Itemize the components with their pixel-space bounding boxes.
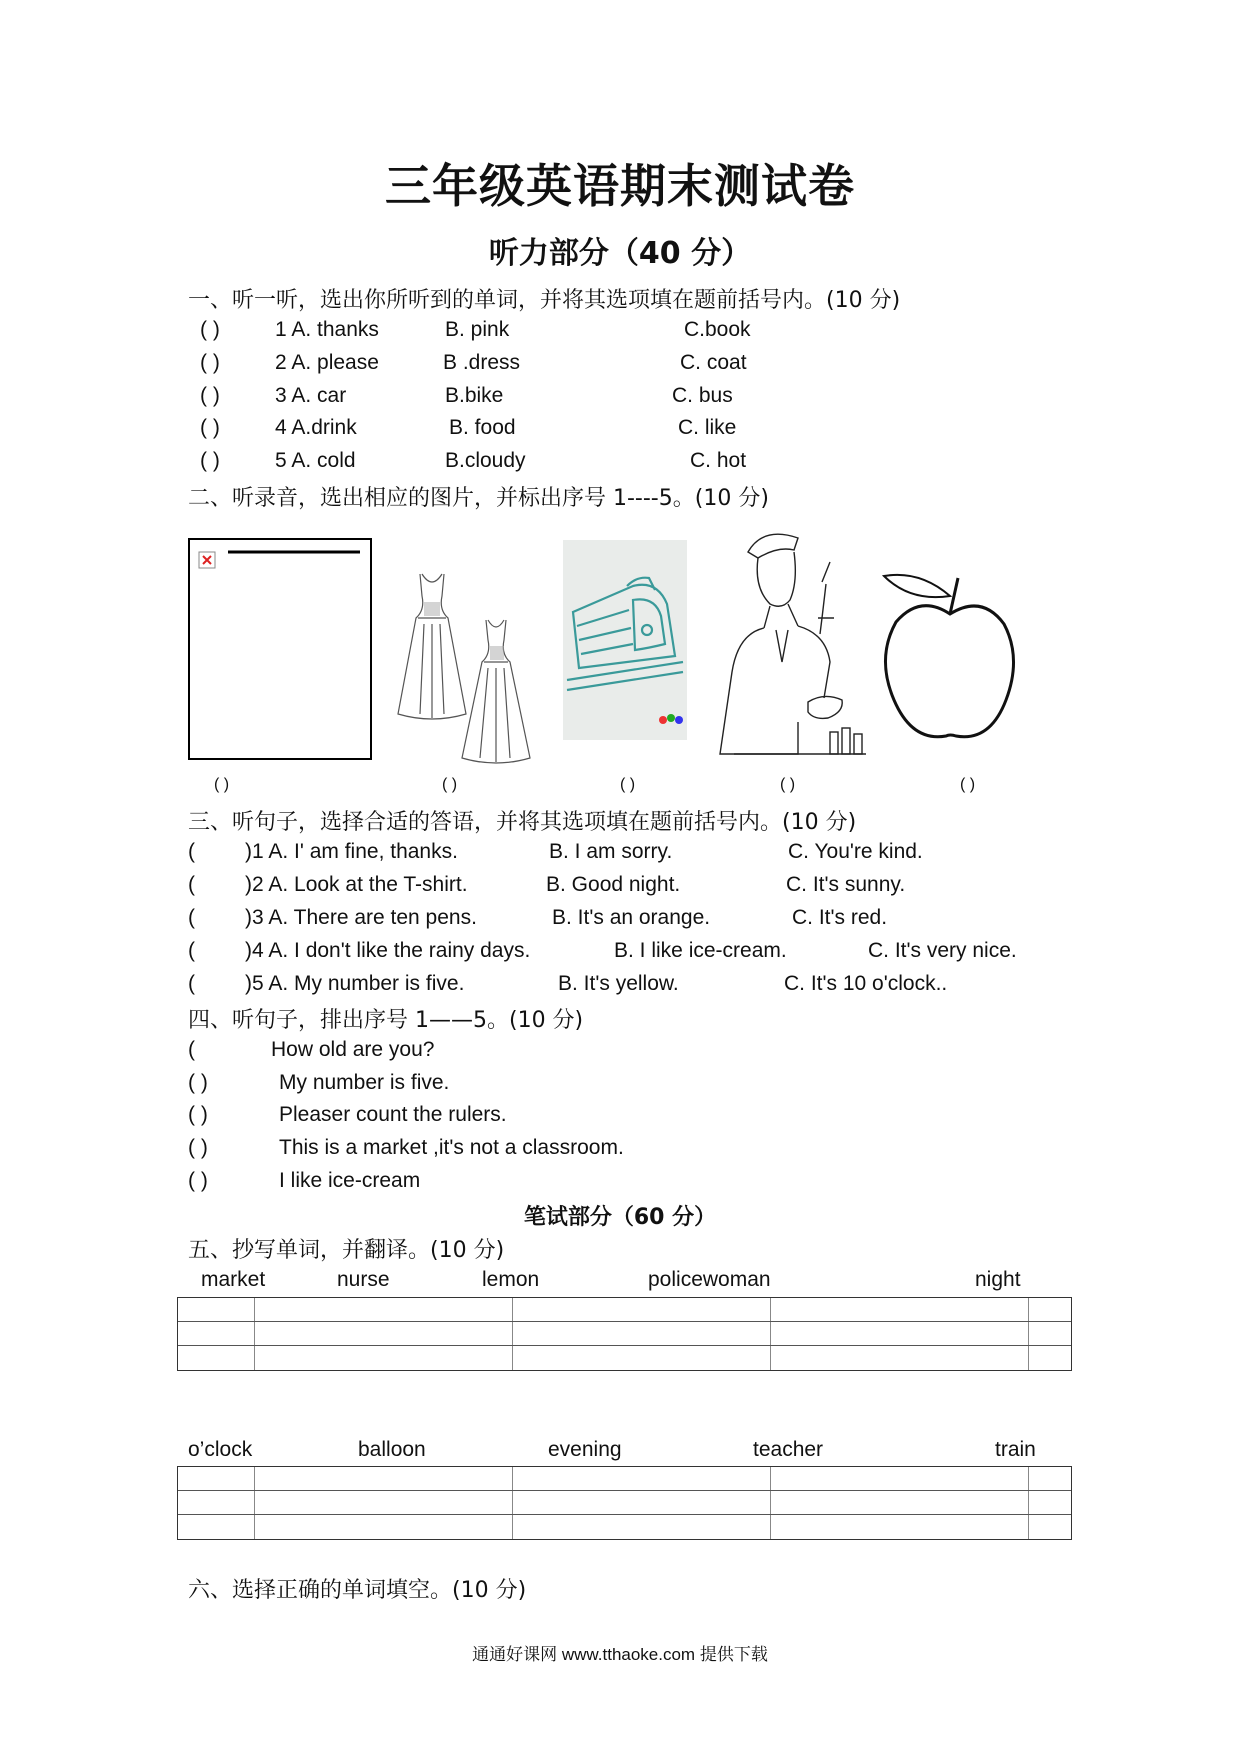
s4-sentence: I like ice-cream xyxy=(279,1169,421,1192)
s1-option-a: 1 A. thanks xyxy=(275,318,379,341)
s4-paren: ( ) xyxy=(188,1071,208,1094)
section5-heading: 五、抄写单词，并翻译。(10 分) xyxy=(188,1238,505,1263)
broken-image-icon xyxy=(190,540,370,758)
copy-word: nurse xyxy=(337,1268,390,1291)
s1-paren: ( ) xyxy=(200,449,220,472)
answer-paren: ( ) xyxy=(214,776,230,793)
s3-paren: ( xyxy=(188,873,195,896)
answer-paren: ( ) xyxy=(780,776,796,793)
s1-option-a: 2 A. please xyxy=(275,351,379,374)
copy-grid-1[interactable] xyxy=(177,1297,1072,1371)
copy-word: train xyxy=(995,1438,1036,1461)
s3-paren: ( xyxy=(188,972,195,995)
section1-heading: 一、听一听，选出你所听到的单词，并将其选项填在题前括号内。(10 分) xyxy=(188,288,901,313)
s1-option-b: B. pink xyxy=(445,318,510,341)
nurse-picture xyxy=(718,522,868,767)
s3-option-c: C. You're kind. xyxy=(788,840,923,863)
page-title: 三年级英语期末测试卷 xyxy=(385,159,855,213)
s3-option-c: C. It's 10 o'clock.. xyxy=(784,972,948,995)
copy-word: lemon xyxy=(482,1268,540,1291)
s4-paren: ( ) xyxy=(188,1169,208,1192)
s1-paren: ( ) xyxy=(200,318,220,341)
s3-paren: ( xyxy=(188,906,195,929)
s1-option-a: 5 A. cold xyxy=(275,449,356,472)
section4-heading: 四、听句子，排出序号 1——5。(10 分) xyxy=(188,1008,584,1033)
s4-sentence: Pleaser count the rulers. xyxy=(279,1103,507,1126)
s3-option-a: )5 A. My number is five. xyxy=(245,972,465,995)
copy-word: balloon xyxy=(358,1438,426,1461)
section2-heading: 二、听录音，选出相应的图片，并标出序号 1----5。(10 分) xyxy=(188,486,769,511)
s4-sentence: My number is five. xyxy=(279,1071,450,1094)
s1-option-c: C. like xyxy=(678,416,737,439)
dresses-picture xyxy=(392,568,542,773)
s3-option-b: B. It's an orange. xyxy=(552,906,711,929)
s3-option-c: C. It's red. xyxy=(792,906,888,929)
copy-word: evening xyxy=(548,1438,622,1461)
listening-part-heading: 听力部分（40 分） xyxy=(488,236,752,271)
broken-image-placeholder xyxy=(188,538,372,760)
s3-option-a: )1 A. I' am fine, thanks. xyxy=(245,840,458,863)
s1-option-a: 3 A. car xyxy=(275,384,347,407)
copy-word: night xyxy=(975,1268,1021,1291)
s4-paren: ( ) xyxy=(188,1103,208,1126)
s1-paren: ( ) xyxy=(200,416,220,439)
copy-word: teacher xyxy=(753,1438,824,1461)
copy-grid-2[interactable] xyxy=(177,1466,1072,1540)
section3-heading: 三、听句子，选择合适的答语，并将其选项填在题前括号内。(10 分) xyxy=(188,810,857,835)
s1-option-b: B .dress xyxy=(443,351,521,374)
s3-option-b: B. I like ice-cream. xyxy=(614,939,787,962)
s3-option-c: C. It's very nice. xyxy=(868,939,1017,962)
answer-paren: ( ) xyxy=(442,776,458,793)
s4-sentence: This is a market ,it's not a classroom. xyxy=(279,1136,624,1159)
s1-option-c: C. coat xyxy=(680,351,747,374)
s3-option-a: )2 A. Look at the T-shirt. xyxy=(245,873,468,896)
s3-paren: ( xyxy=(188,939,195,962)
s1-option-c: C.book xyxy=(684,318,751,341)
answer-paren: ( ) xyxy=(960,776,976,793)
section6-heading: 六、选择正确的单词填空。(10 分) xyxy=(188,1578,527,1603)
s1-option-b: B.bike xyxy=(445,384,504,407)
s3-option-b: B. Good night. xyxy=(546,873,681,896)
s3-option-c: C. It's sunny. xyxy=(786,873,906,896)
copy-word: policewoman xyxy=(648,1268,771,1291)
s3-option-a: )4 A. I don't like the rainy days. xyxy=(245,939,531,962)
copy-word: market xyxy=(201,1268,266,1291)
apple-picture xyxy=(880,570,1020,755)
s1-paren: ( ) xyxy=(200,351,220,374)
s1-option-c: C. bus xyxy=(672,384,733,407)
train-picture xyxy=(563,540,691,745)
footer-text: 通通好课网 www.tthaoke.com 提供下载 xyxy=(472,1645,768,1664)
s1-option-c: C. hot xyxy=(690,449,747,472)
s1-option-b: B.cloudy xyxy=(445,449,526,472)
s1-option-b: B. food xyxy=(449,416,516,439)
s4-paren: ( ) xyxy=(188,1136,208,1159)
s4-sentence: How old are you? xyxy=(271,1038,435,1061)
s3-option-b: B. It's yellow. xyxy=(558,972,679,995)
written-part-heading: 笔试部分（60 分） xyxy=(523,1205,717,1230)
s3-option-a: )3 A. There are ten pens. xyxy=(245,906,477,929)
s1-option-a: 4 A.drink xyxy=(275,416,357,439)
s4-paren: ( xyxy=(188,1038,195,1061)
s1-paren: ( ) xyxy=(200,384,220,407)
answer-paren: ( ) xyxy=(620,776,636,793)
s3-option-b: B. I am sorry. xyxy=(549,840,673,863)
copy-word: o’clock xyxy=(188,1438,253,1461)
s3-paren: ( xyxy=(188,840,195,863)
